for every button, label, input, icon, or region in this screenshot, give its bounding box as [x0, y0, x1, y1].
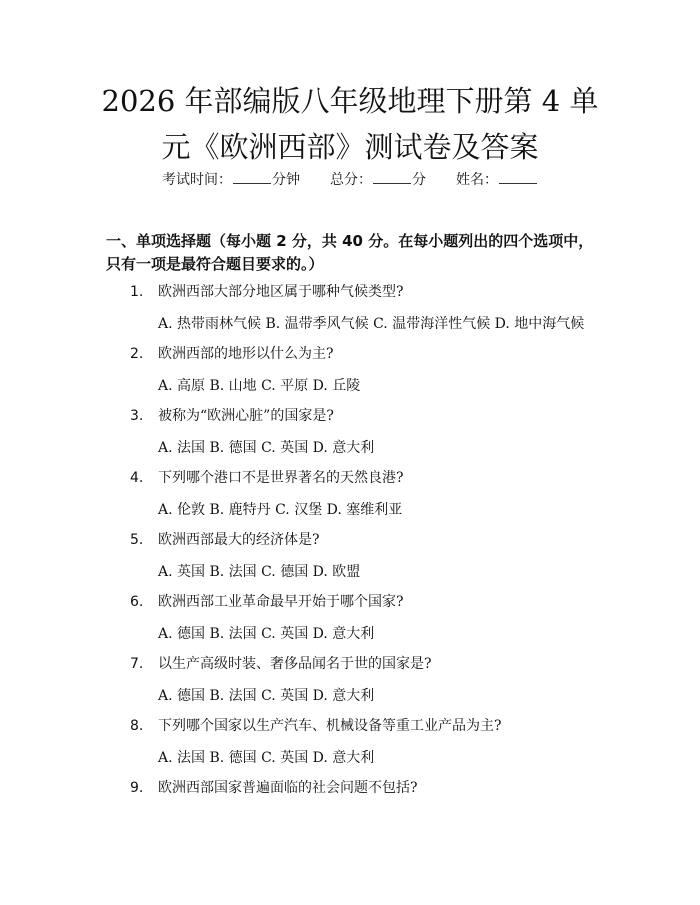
page-title: 2026 年部编版八年级地理下册第 4 单元《欧洲西部》测试卷及答案 [101, 84, 599, 164]
question-item [0, 716, 700, 778]
question-stem: 欧洲西部工业革命最早开始于哪个国家? [158, 594, 404, 610]
question-item [0, 654, 700, 716]
score-label: 总分： [330, 172, 372, 188]
question-number: 9. [130, 780, 144, 796]
question-list [0, 282, 700, 840]
question-item [0, 468, 700, 530]
question-number: 2. [130, 346, 144, 362]
question-item [0, 344, 700, 406]
question-number: 7. [130, 656, 144, 672]
time-unit: 分钟 [272, 172, 300, 188]
question-options: A. 热带雨林气候 B. 温带季风气候 C. 温带海洋性气候 D. 地中海气候 [158, 316, 585, 332]
question-stem: 下列哪个港口不是世界著名的天然良港? [158, 470, 404, 486]
score-unit: 分 [412, 172, 426, 188]
question-number: 5. [130, 532, 144, 548]
name-blank [499, 170, 537, 184]
name-label: 姓名： [456, 172, 498, 188]
question-number: 4. [130, 470, 144, 486]
question-stem: 下列哪个国家以生产汽车、机械设备等重工业产品为主? [158, 718, 502, 734]
question-stem: 欧洲西部国家普遍面临的社会问题不包括? [158, 780, 418, 796]
exam-time [162, 170, 300, 190]
score-blank [373, 170, 411, 184]
question-options: A. 德国 B. 法国 C. 英国 D. 意大利 [158, 688, 375, 704]
question-options: A. 法国 B. 德国 C. 英国 D. 意大利 [158, 440, 375, 456]
section-heading: 一、单项选择题（每小题 2 分，共 40 分。在每小题列出的四个选项中，只有一项是最符合题目要求的。） [106, 232, 594, 273]
question-item [0, 530, 700, 592]
exam-score [330, 170, 426, 190]
question-number: 1. [130, 284, 144, 300]
question-item [0, 778, 700, 840]
question-options: A. 伦敦 B. 鹿特丹 C. 汉堡 D. 塞维利亚 [158, 502, 403, 518]
student-name [456, 170, 538, 190]
question-number: 3. [130, 408, 144, 424]
question-options: A. 法国 B. 德国 C. 英国 D. 意大利 [158, 750, 375, 766]
time-blank [233, 170, 271, 184]
question-stem: 欧洲西部大部分地区属于哪种气候类型? [158, 284, 404, 300]
question-options: A. 德国 B. 法国 C. 英国 D. 意大利 [158, 626, 375, 642]
question-number: 6. [130, 594, 144, 610]
question-options: A. 高原 B. 山地 C. 平原 D. 丘陵 [158, 378, 361, 394]
question-number: 8. [130, 718, 144, 734]
time-label: 考试时间： [162, 172, 232, 188]
question-stem: 欧洲西部的地形以什么为主? [158, 346, 334, 362]
exam-info-line [0, 170, 700, 190]
question-item [0, 406, 700, 468]
question-item [0, 282, 700, 344]
question-stem: 被称为“欧洲心脏”的国家是? [158, 408, 334, 424]
question-item [0, 592, 700, 654]
question-stem: 以生产高级时装、奢侈品闻名于世的国家是? [158, 656, 432, 672]
question-options: A. 英国 B. 法国 C. 德国 D. 欧盟 [158, 564, 361, 580]
question-stem: 欧洲西部最大的经济体是? [158, 532, 320, 548]
